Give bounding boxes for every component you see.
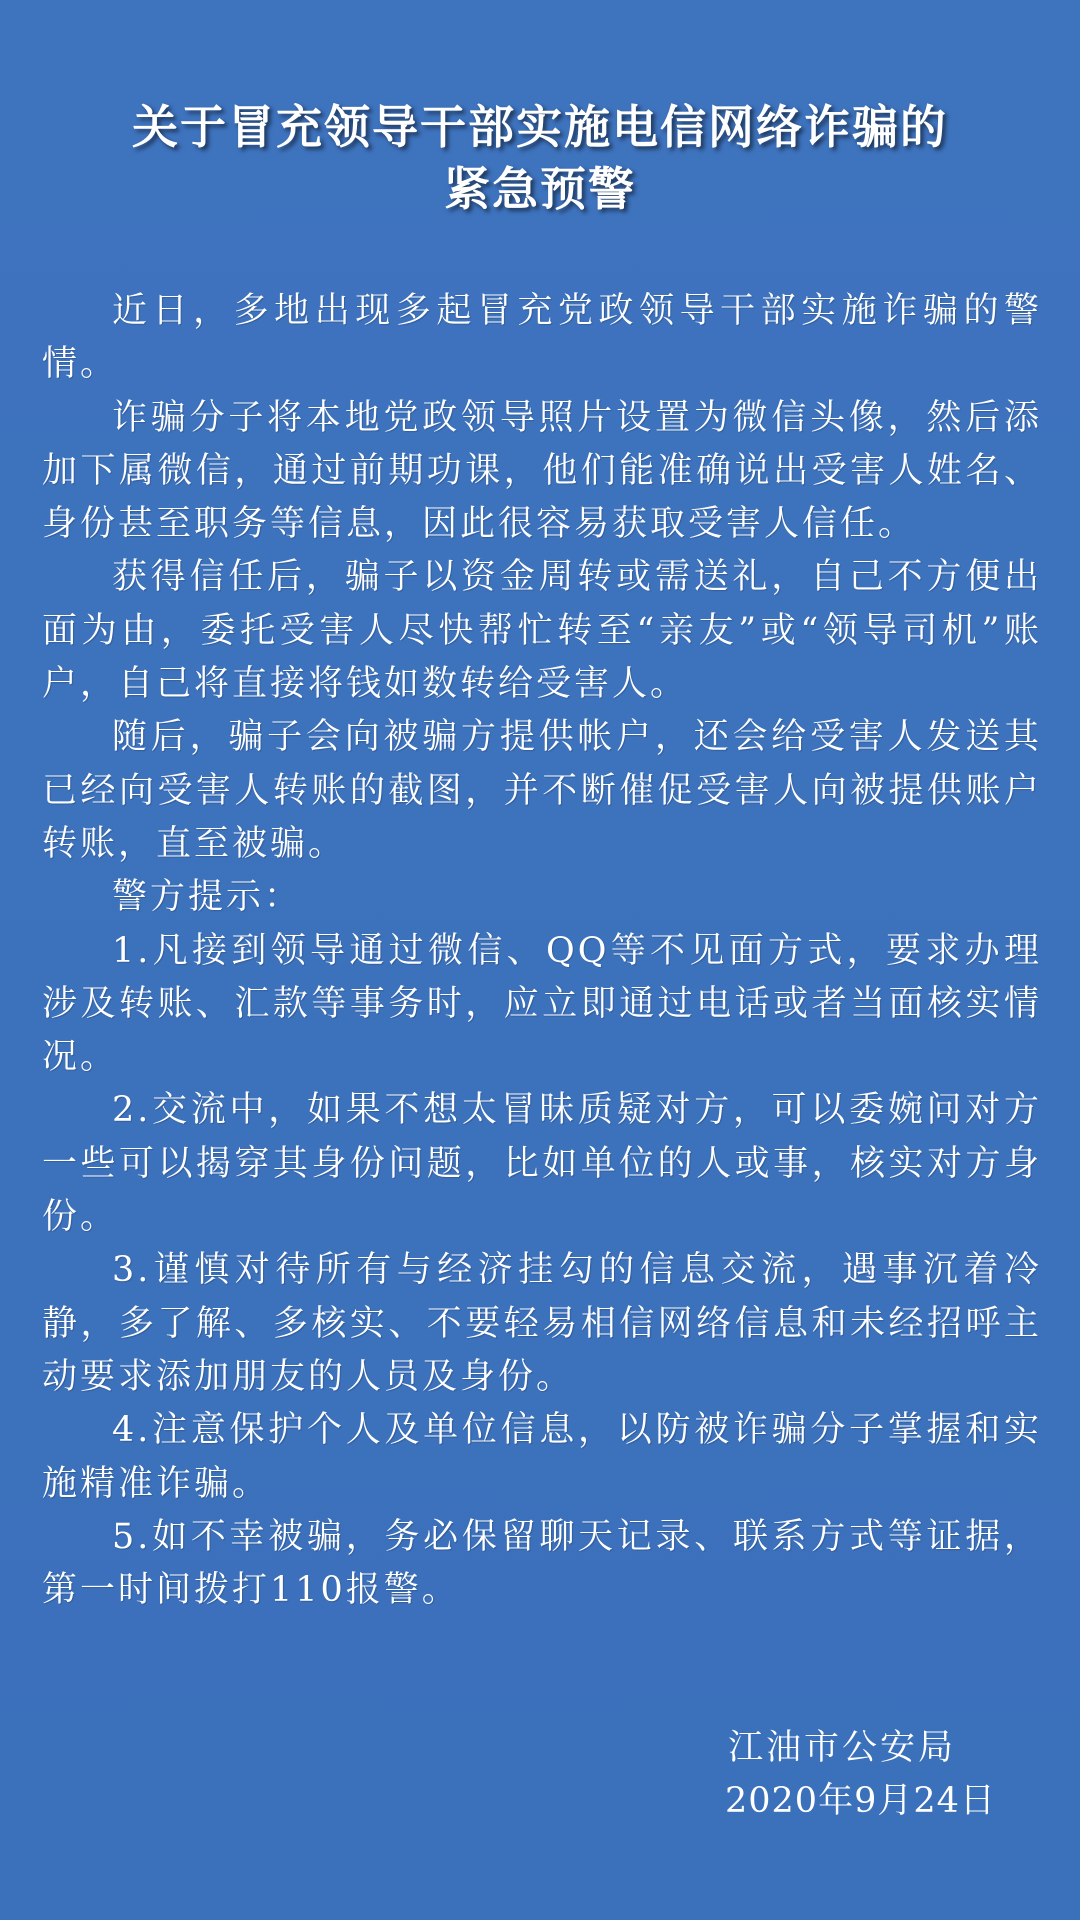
tip-item-4: 4.注意保护个人及单位信息，以防被诈骗分子掌握和实施精准诈骗。 [42, 1410, 1042, 1504]
paragraph-method: 诈骗分子将本地党政领导照片设置为微信头像，然后添加下属微信，通过前期功课，他们能准确说出受害人姓名、身份甚至职务等信息，因此很容易获取受害人信任。 [42, 397, 1042, 545]
paragraph-intro: 近日，多地出现多起冒充党政领导干部实施诈骗的警情。 [42, 291, 1042, 385]
title-line-2: 紧急预警 [444, 162, 636, 216]
signature-block [725, 1722, 996, 1828]
notice-title [0, 96, 1080, 220]
notice-body [42, 285, 1042, 1617]
tip-item-1: 1.凡接到领导通过微信、QQ等不见面方式，要求办理涉及转账、汇款等事务时，应立即通过电话或者当面核实情况。 [42, 930, 1042, 1078]
tip-item-2: 2.交流中，如果不想太冒昧质疑对方，可以委婉问对方一些可以揭穿其身份问题，比如单位的人或事，核实对方身份。 [42, 1090, 1042, 1238]
paragraph-trust: 获得信任后，骗子以资金周转或需送礼，自己不方便出面为由，委托受害人尽快帮忙转至“亲友”或“领导司机”账户，自己将直接将钱如数转给受害人。 [42, 557, 1042, 705]
issue-date: 2020年9月24日 [725, 1781, 996, 1821]
tip-item-3: 3.谨慎对待所有与经济挂勾的信息交流，遇事沉着冷静，多了解、多核实、不要轻易相信网络信息和未经招呼主动要求添加朋友的人员及身份。 [42, 1250, 1042, 1397]
tip-item-5: 5.如不幸被骗，务必保留聊天记录、联系方式等证据，第一时间拨打110报警。 [42, 1516, 1042, 1611]
title-line-1: 关于冒充领导干部实施电信网络诈骗的 [132, 100, 948, 154]
issuer-name: 江油市公安局 [728, 1728, 957, 1768]
police-tips-heading: 警方提示： [112, 877, 303, 918]
paragraph-followup: 随后，骗子会向被骗方提供帐户，还会给受害人发送其已经向受害人转账的截图，并不断催促受害人向被提供账户转账，直至被骗。 [42, 717, 1042, 864]
